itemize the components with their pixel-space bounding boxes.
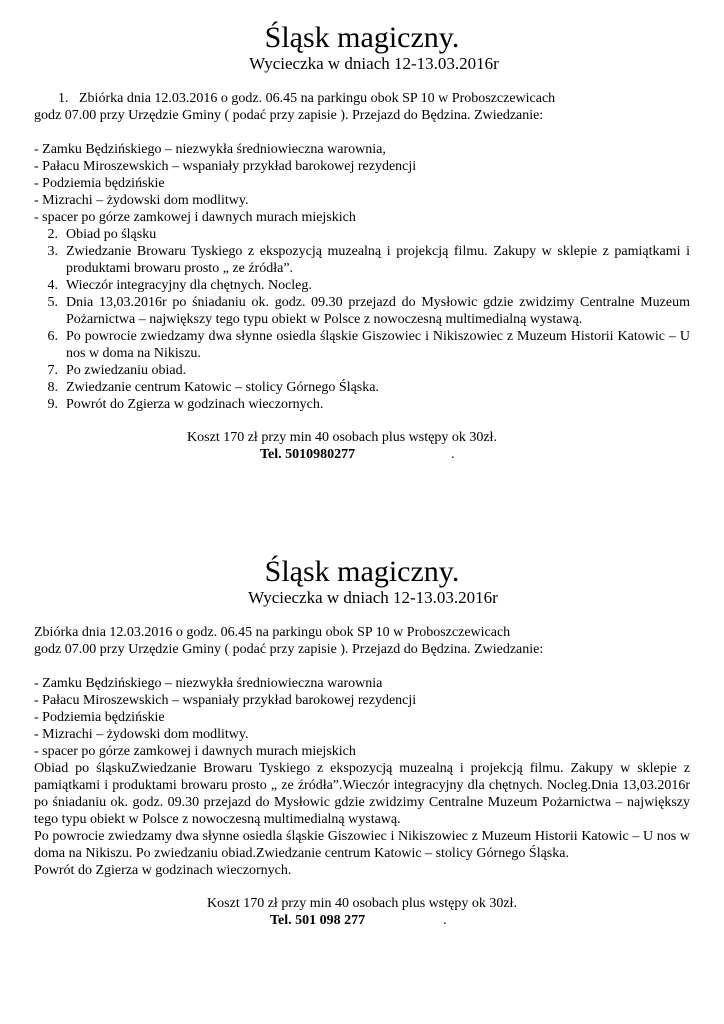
item-number: 2. xyxy=(47,227,58,242)
flyer-1 xyxy=(34,22,690,463)
flyer-1-item-1-number: 1. xyxy=(58,91,69,106)
flyer-1-phone-number: Tel. 5010980277 xyxy=(260,447,356,462)
item-text: Po zwiedzaniu obiad. xyxy=(66,363,187,378)
list-item: - Podziemia będzińskie xyxy=(34,176,165,191)
flyer-2-intro-line-2: godz 07.00 przy Urzędzie Gminy ( podać przy zapisie ). Przejazd do Będzina. Zwiedzanie: xyxy=(34,642,544,657)
flyer-1-item-1 xyxy=(34,90,690,107)
list-item xyxy=(34,277,690,294)
flyer-1-phone xyxy=(34,446,690,463)
list-item: - spacer po górze zamkowej i dawnych murach miejskich xyxy=(34,744,356,759)
item-number: 7. xyxy=(47,363,58,378)
flyer-2-paragraph-1: Obiad po śląskuZwiedzanie Browaru Tyskiego z ekspozycją muzealną i projekcją filmu. Zakupy w sklepie z pamiątkami i produktami browaru prosto „ ze źródła”.Wieczór integracyjny dla chętnych. Nocleg.Dnia 13,03.2016r po śniadaniu ok. godz. 09.30 przejazd do Mysłowic gdzie zwidzimy Centralne Muzeum Pożarnictwa – największy tego typu obiekt w Polsce z nowoczesną multimedialną wystawą. xyxy=(34,761,690,827)
flyer-1-phone-dot: . xyxy=(451,447,455,462)
item-number: 8. xyxy=(47,380,58,395)
item-text: Powrót do Zgierza w godzinach wieczornych. xyxy=(66,397,324,412)
list-item xyxy=(34,226,690,243)
list-item xyxy=(34,294,690,328)
item-text: Zwiedzanie Browaru Tyskiego z ekspozycją muzealną i projekcją filmu. Zakupy w sklepie z pamiątkami i produktami browaru prosto „ ze źródła”. xyxy=(66,244,690,276)
list-item: - Podziemia będzińskie xyxy=(34,710,165,725)
flyer-1-places-list xyxy=(34,141,690,226)
flyer-2-paragraph-3: Powrót do Zgierza w godzinach wieczornych. xyxy=(34,863,292,878)
flyer-2 xyxy=(34,556,690,929)
list-item xyxy=(34,362,690,379)
list-item xyxy=(34,396,690,413)
list-item xyxy=(34,379,690,396)
flyer-2-paragraph-2: Po powrocie zwiedzamy dwa słynne osiedla śląskie Giszowiec i Nikiszowiec z Muzeum Historii Katowic – U nos w doma na Nikiszu. Po zwiedzaniu obiad.Zwiedzanie centrum Katowic – stolicy Górnego Śląska. xyxy=(34,829,690,861)
list-item: - Mizrachi – żydowski dom modlitwy. xyxy=(34,193,249,208)
item-number: 4. xyxy=(47,278,58,293)
item-number: 6. xyxy=(47,329,58,344)
item-text: Wieczór integracyjny dla chętnych. Nocleg. xyxy=(66,278,312,293)
list-item: - Mizrachi – żydowski dom modlitwy. xyxy=(34,727,249,742)
item-number: 3. xyxy=(47,244,58,259)
item-text: Po powrocie zwiedzamy dwa słynne osiedla śląskie Giszowiec i Nikiszowiec z Muzeum Historii Katowic – U nos w doma na Nikiszu. xyxy=(66,329,690,361)
item-number: 5. xyxy=(47,295,58,310)
flyer-2-intro-line-1: Zbiórka dnia 12.03.2016 o godz. 06.45 na parkingu obok SP 10 w Proboszczewicach xyxy=(34,625,511,640)
list-item: - Zamku Będzińskiego – niezwykła średniowieczna warownia xyxy=(34,676,383,691)
flyer-1-cost: Koszt 170 zł przy min 40 osobach plus wstępy ok 30zł. xyxy=(187,430,497,445)
list-item: - spacer po górze zamkowej i dawnych murach miejskich xyxy=(34,210,356,225)
flyer-2-phone xyxy=(34,912,690,929)
flyer-1-itinerary-list xyxy=(34,226,690,413)
flyer-2-subtitle: Wycieczka w dniach 12-13.03.2016r xyxy=(248,588,498,607)
flyer-1-item-1-line-1: Zbiórka dnia 12.03.2016 o godz. 06.45 na parkingu obok SP 10 w Proboszczewicach xyxy=(79,91,556,106)
flyer-2-cost: Koszt 170 zł przy min 40 osobach plus wstępy ok 30zł. xyxy=(207,896,517,911)
flyer-1-item-1-line-2: godz 07.00 przy Urzędzie Gminy ( podać przy zapisie ). Przejazd do Będzina. Zwiedzanie: xyxy=(34,108,544,123)
list-item xyxy=(34,328,690,362)
flyer-1-subtitle: Wycieczka w dniach 12-13.03.2016r xyxy=(249,54,499,73)
flyer-2-phone-number: Tel. 501 098 277 xyxy=(270,913,366,928)
flyer-2-phone-dot: . xyxy=(443,913,447,928)
item-text: Zwiedzanie centrum Katowic – stolicy Górnego Śląska. xyxy=(66,380,379,395)
list-item xyxy=(34,243,690,277)
item-number: 9. xyxy=(47,397,58,412)
item-text: Dnia 13,03.2016r po śniadaniu ok. godz. 09.30 przejazd do Mysłowic gdzie zwidzimy Centralne Muzeum Pożarnictwa – największy tego typu obiekt w Polsce z nowoczesną multimedialną wystawą. xyxy=(66,295,690,327)
flyer-2-places-list xyxy=(34,675,690,760)
list-item: - Pałacu Miroszewskich – wspaniały przykład barokowej rezydencji xyxy=(34,159,417,174)
list-item: - Pałacu Miroszewskich – wspaniały przykład barokowej rezydencji xyxy=(34,693,417,708)
flyer-1-title: Śląsk magiczny. xyxy=(264,21,460,54)
item-text: Obiad po śląsku xyxy=(66,227,157,242)
list-item: - Zamku Będzińskiego – niezwykła średniowieczna warownia, xyxy=(34,142,386,157)
flyer-2-title: Śląsk magiczny. xyxy=(264,555,460,588)
